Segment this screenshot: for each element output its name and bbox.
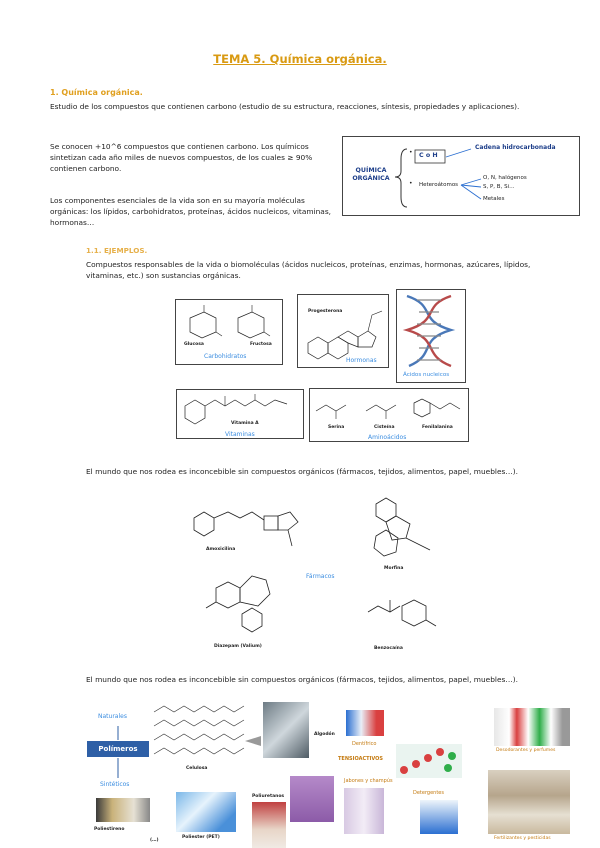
polystyrene-image xyxy=(96,798,150,822)
vitamin-a-label: Vitamina A xyxy=(231,421,259,426)
carbohydrates-box xyxy=(175,299,283,365)
compounds-paragraph: Se conocen +10^6 compuestos que contienen carbono. Los químicos sintetizan cada año miles de nuevos compuestos, de los cuales ≥ 90% contienen carbono. xyxy=(50,142,313,173)
bullet: • xyxy=(409,149,413,156)
etc-label: (…) xyxy=(150,838,159,843)
diazepam-label: Diazepam (Valium) xyxy=(214,644,262,649)
life-paragraph: Los componentes esenciales de la vida son en su mayoría moléculas orgánicas: los lípidos, carbohidratos, proteínas, ácidos nucleicos, vitaminas, hormonas… xyxy=(50,196,332,227)
diagram-item: Metales xyxy=(483,196,505,202)
bullet: • xyxy=(409,180,413,187)
natural-label: Naturales xyxy=(98,713,127,720)
hormones-caption: Hormonas xyxy=(346,357,377,364)
dna-helix-image xyxy=(397,290,465,370)
nucleic-acids-caption: Ácidos nucleicos xyxy=(403,372,450,378)
detergents-label: Detergentes xyxy=(413,790,444,796)
toothpaste-image xyxy=(346,710,384,736)
diagram-ch-label: C o H xyxy=(419,152,438,159)
fertilizers-image xyxy=(488,770,570,834)
pet-bottles-image xyxy=(176,792,236,832)
fructose-label: Fructosa xyxy=(250,342,272,347)
concept-diagram xyxy=(342,136,580,216)
vitamins-box xyxy=(176,389,304,439)
cotton-label: Algodón xyxy=(314,732,335,737)
surfactants-label: TENSIOACTIVOS xyxy=(338,756,384,762)
subsection-heading: 1.1. EJEMPLOS. xyxy=(86,246,148,255)
pet-label: Poliester (PET) xyxy=(182,835,220,840)
cotton-image xyxy=(263,702,309,758)
diagram-item: O, N, halógenos xyxy=(483,175,527,181)
surfactant-molecules-image xyxy=(396,744,462,778)
drugs-paragraph: El mundo que nos rodea es inconcebible sin compuestos orgánicos (fármacos, tejidos, alimentos, papel, muebles…). xyxy=(86,467,518,476)
section-heading: 1. Química orgánica. xyxy=(50,88,143,97)
deodorants-label: Desodorantes y perfumes xyxy=(496,748,556,753)
benzocaine-label: Benzocaína xyxy=(374,646,403,651)
soaps-label: Jabones y champús xyxy=(344,778,393,784)
toothpaste-label: Dentífrico xyxy=(352,741,377,747)
amoxicillin-label: Amoxicilina xyxy=(206,547,236,552)
hormones-box xyxy=(297,294,389,368)
deodorants-image xyxy=(494,708,570,746)
arrow-icon xyxy=(245,736,261,746)
amino-acids-box xyxy=(309,388,469,442)
nucleic-acids-box xyxy=(396,289,466,383)
drugs-caption: Fármacos xyxy=(306,573,335,580)
diagram-main-label: QUÍMICA ORGÁNICA xyxy=(352,167,390,182)
amino-acids-caption: Aminoácidos xyxy=(368,434,407,441)
cellulose-image xyxy=(150,702,250,764)
morphine-label: Morfina xyxy=(384,566,404,571)
page-title: TEMA 5. Química orgánica. xyxy=(213,52,387,66)
polymers-label: Polímeros xyxy=(87,741,149,757)
cysteine-label: Cisteína xyxy=(374,425,395,430)
polymers-paragraph: El mundo que nos rodea es inconcebible sin compuestos orgánicos (fármacos, tejidos, alimentos, papel, muebles…). xyxy=(86,675,518,684)
fertilizers-label: Fertilizantes y pesticidas xyxy=(494,836,551,841)
vitamins-caption: Vitaminas xyxy=(225,431,255,438)
cellulose-label: Celulosa xyxy=(186,766,208,771)
intro-paragraph: Estudio de los compuestos que contienen carbono (estudio de su estructura, reacciones, síntesis, propiedades y aplicaciones). xyxy=(50,102,520,111)
diagram-chain-label: Cadena hidrocarbonada xyxy=(475,144,556,151)
yoga-mat-image xyxy=(290,776,334,822)
glucose-label: Glucosa xyxy=(184,342,204,347)
detergents-image xyxy=(420,800,458,834)
synthetic-label: Sintéticos xyxy=(100,781,130,788)
diagram-hetero-label: Heteroátomos xyxy=(419,182,459,188)
surfactant-molecules xyxy=(396,744,462,778)
diagram-item: S, P, B, Si… xyxy=(483,184,515,190)
polystyrene-label: Poliestireno xyxy=(94,827,125,832)
serine-label: Serina xyxy=(328,425,345,430)
phenylalanine-label: Fenilalanina xyxy=(422,425,453,430)
progesterone-label: Progesterona xyxy=(308,309,343,314)
polyurethane-image xyxy=(252,802,286,848)
carbohydrates-caption: Carbohidratos xyxy=(204,353,247,360)
soaps-image xyxy=(344,788,384,834)
polyurethane-label: Poliuretanos xyxy=(252,794,285,799)
biomolecules-paragraph: Compuestos responsables de la vida o biomoléculas (ácidos nucleicos, proteínas, enzimas, hormonas, azúcares, lípidos, vitaminas, etc.) son sustancias orgánicas. xyxy=(86,260,531,280)
